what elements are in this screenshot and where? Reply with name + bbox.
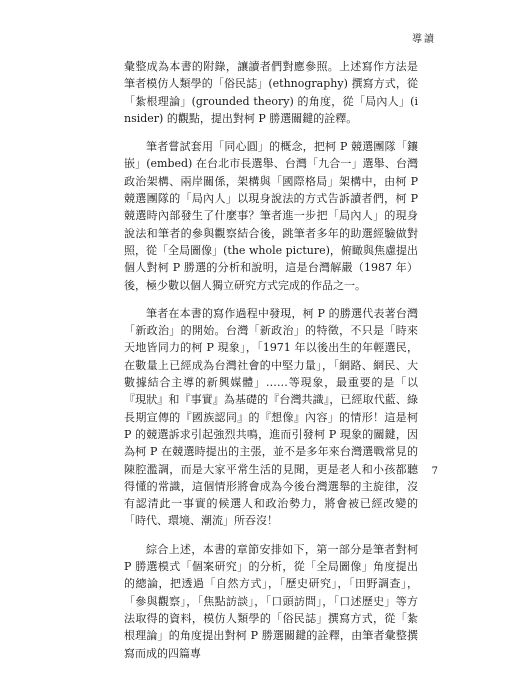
page-number: 7 bbox=[431, 466, 438, 477]
body-text bbox=[124, 58, 418, 673]
paragraph: 筆者嘗試套用「同心圓」的概念，把柯 P 競選團隊「鑲嵌」(embed) 在台北市長選舉、台灣「九合一」選舉、台灣政治架構、兩岸關係，架構與「國際格局」架構中，由柯 P 競選團隊的「局內人」以現身說法的方式告訴讀者們，柯 P 競選時內部發生了什麼事？筆者進一步把「局內人」的現身說法和筆者的參與觀察結合後，跳筆者多年的助選經驗做對照，從「全局圖像」(the whole picture)，俯瞰與焦慮提出個人對柯 P 勝選的分析和說明，這是台灣解嚴（1987 年）後，極少數以個人獨立研究方式完成的作品之一。 bbox=[124, 140, 418, 292]
running-header: 導讀 bbox=[412, 34, 436, 45]
paragraph: 綜合上述，本書的章節安排如下，第一部分是筆者對柯 P 勝選模式「個案研究」的分析，從「全局圖像」角度提出的總論，把透過「自然方式」，「歷史研究」，「田野調查」，「參與觀察」，「焦點訪談」，「口頭訪問」，「口述歷史」等方法取得的資料，模仿人類學的「俗民誌」撰寫方式，從「紮根理論」的角度提出對柯 P 勝選關鍵的詮釋，由筆者彙整撰寫而成的四篇專 bbox=[124, 542, 418, 660]
paragraph: 筆者在本書的寫作過程中發現，柯 P 的勝選代表著台灣「新政治」的開始。台灣「新政治」的特徵，不只是「時來天地皆同力的柯 P 現象」，「1971 年以後出生的年輕選民，在數量上已經成為台灣社會的中堅力量」，「網路、網民、大數據結合主導的新興媒體」……等現象，最重要的是「以『現狀』和『事實』為基礎的『台灣共識』，已經取代藍、綠長期宣傳的『國族認同』的『想像』內容」的情形！這是柯 P 的競選訴求引起強烈共鳴，進而引發柯 P 現象的關鍵，因為柯 P 在競選時提出的主張，並不是多年來台灣選戰常見的陳腔濫調，而是大家平常生活的見聞，更是老人和小孩都聽得懂的常識，這個情形將會成為今後台灣選舉的主旋律，沒有認清此一事實的候選人和政治勢力，將會被已經改變的「時代、環境、潮流」所吞沒！ bbox=[124, 306, 418, 528]
paragraph: 彙整成為本書的附錄，讓讀者們對應參照。上述寫作方法是筆者模仿人類學的「俗民誌」(ethnography) 撰寫方式，從「紮根理論」(grounded theory) 的角度，從「局內人」(insider) 的觀點，提出對柯 P 勝選關鍵的詮釋。 bbox=[124, 60, 418, 125]
